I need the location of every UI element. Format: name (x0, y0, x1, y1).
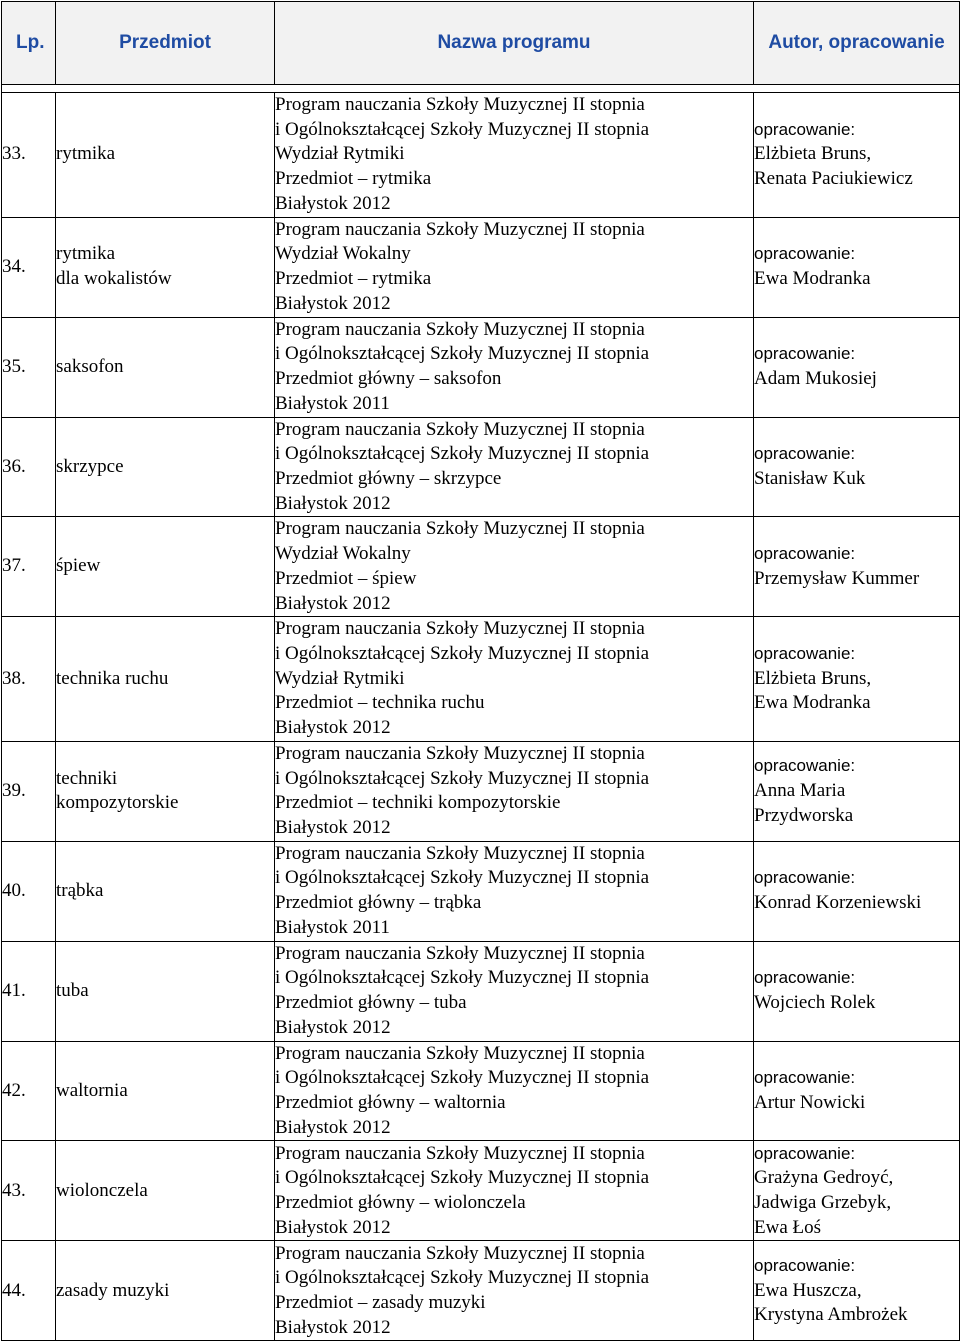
author-cell (754, 417, 960, 517)
row-number: 37. (2, 517, 56, 617)
row-number: 43. (2, 1141, 56, 1241)
program-line: Białystok 2012 (275, 1116, 391, 1138)
program-line: i Ogólnokształcącej Szkoły Muzycznej II stopnia (275, 1267, 650, 1289)
header-subject: Przedmiot (56, 2, 275, 85)
author-cell (754, 1241, 960, 1341)
program-line: i Ogólnokształcącej Szkoły Muzycznej II stopnia (275, 1067, 650, 1089)
row-number: 33. (2, 93, 56, 218)
program-cell (275, 1041, 754, 1141)
author-cell (754, 741, 960, 841)
program-line: Wydział Wokalny (275, 243, 411, 265)
program-line: Przedmiot – śpiew (275, 567, 417, 589)
author-label: opracowanie: (754, 344, 856, 364)
author-name: Przemysław Kummer (754, 567, 920, 589)
program-line: Białystok 2012 (275, 1016, 391, 1038)
subject-line: kompozytorskie (56, 792, 179, 814)
author-cell (754, 941, 960, 1041)
subject-line: wiolonczela (56, 1179, 148, 1201)
program-cell (275, 741, 754, 841)
program-line: Wydział Wokalny (275, 543, 411, 565)
program-line: Białystok 2011 (275, 916, 390, 938)
program-line: Przedmiot główny – wiolonczela (275, 1191, 526, 1213)
author-cell (754, 317, 960, 417)
subject-line: rytmika (56, 243, 116, 265)
author-name: Krystyna Ambrożek (754, 1304, 908, 1326)
program-line: Przedmiot – zasady muzyki (275, 1291, 486, 1313)
author-name: Ewa Łoś (754, 1216, 822, 1238)
subject-cell (56, 517, 275, 617)
row-number: 40. (2, 841, 56, 941)
program-line: Białystok 2012 (275, 1216, 391, 1238)
author-name: Ewa Huszcza, (754, 1279, 862, 1301)
author-label: opracowanie: (754, 756, 856, 776)
program-cell (275, 1241, 754, 1341)
subject-line: techniki (56, 767, 118, 789)
author-label: opracowanie: (754, 119, 856, 139)
program-line: i Ogólnokształcącej Szkoły Muzycznej II stopnia (275, 1167, 650, 1189)
author-label: opracowanie: (754, 644, 856, 664)
header-spacer (2, 85, 960, 93)
author-label: opracowanie: (754, 1068, 856, 1088)
program-line: Program nauczania Szkoły Muzycznej II stopnia (275, 418, 645, 440)
program-cell (275, 217, 754, 317)
author-label: opracowanie: (754, 968, 856, 988)
program-line: Program nauczania Szkoły Muzycznej II stopnia (275, 618, 645, 640)
subject-cell (56, 1241, 275, 1341)
table-body (2, 93, 960, 1341)
program-line: Program nauczania Szkoły Muzycznej II stopnia (275, 518, 645, 540)
author-cell (754, 617, 960, 742)
program-line: Program nauczania Szkoły Muzycznej II stopnia (275, 942, 645, 964)
program-cell (275, 841, 754, 941)
author-cell (754, 1141, 960, 1241)
header-author: Autor, opracowanie (754, 2, 960, 85)
subject-cell (56, 1141, 275, 1241)
program-line: i Ogólnokształcącej Szkoły Muzycznej II stopnia (275, 118, 650, 140)
program-line: Przedmiot główny – trąbka (275, 892, 482, 914)
program-line: i Ogólnokształcącej Szkoły Muzycznej II stopnia (275, 967, 650, 989)
subject-cell (56, 1041, 275, 1141)
author-cell (754, 217, 960, 317)
table-row (2, 1041, 960, 1141)
table-row (2, 517, 960, 617)
program-line: Program nauczania Szkoły Muzycznej II stopnia (275, 1142, 645, 1164)
subject-line: tuba (56, 979, 89, 1001)
author-label: opracowanie: (754, 1143, 856, 1163)
author-cell (754, 517, 960, 617)
program-line: Białystok 2011 (275, 392, 390, 414)
author-name: Renata Paciukiewicz (754, 168, 913, 190)
subject-line: saksofon (56, 355, 124, 377)
program-line: Program nauczania Szkoły Muzycznej II stopnia (275, 742, 645, 764)
row-number: 36. (2, 417, 56, 517)
program-line: Przedmiot – rytmika (275, 168, 432, 190)
subject-line: śpiew (56, 555, 101, 577)
table-header-row (2, 2, 960, 85)
author-cell (754, 93, 960, 218)
table-row (2, 841, 960, 941)
subject-cell (56, 617, 275, 742)
author-name: Artur Nowicki (754, 1092, 866, 1114)
program-line: Białystok 2012 (275, 1316, 391, 1338)
program-line: i Ogólnokształcącej Szkoły Muzycznej II stopnia (275, 443, 650, 465)
subject-cell (56, 93, 275, 218)
program-line: i Ogólnokształcącej Szkoły Muzycznej II stopnia (275, 343, 650, 365)
header-program: Nazwa programu (275, 2, 754, 85)
author-name: Konrad Korzeniewski (754, 892, 922, 914)
subject-cell (56, 417, 275, 517)
subject-line: trąbka (56, 879, 104, 901)
author-name: Jadwiga Grzebyk, (754, 1191, 892, 1213)
program-line: i Ogólnokształcącej Szkoły Muzycznej II stopnia (275, 767, 650, 789)
subject-line: skrzypce (56, 455, 124, 477)
row-number: 41. (2, 941, 56, 1041)
program-line: Przedmiot główny – saksofon (275, 368, 502, 390)
row-number: 44. (2, 1241, 56, 1341)
table-row (2, 741, 960, 841)
row-number: 34. (2, 217, 56, 317)
program-line: Białystok 2012 (275, 192, 391, 214)
program-line: Program nauczania Szkoły Muzycznej II stopnia (275, 218, 645, 240)
subject-cell (56, 941, 275, 1041)
program-line: Przedmiot – technika ruchu (275, 692, 485, 714)
author-cell (754, 1041, 960, 1141)
subject-cell (56, 317, 275, 417)
author-name: Adam Mukosiej (754, 368, 877, 390)
author-label: opracowanie: (754, 244, 856, 264)
program-line: Wydział Rytmiki (275, 143, 405, 165)
subject-cell (56, 841, 275, 941)
table-row (2, 1141, 960, 1241)
programs-table (1, 1, 960, 1341)
program-line: Przedmiot – rytmika (275, 268, 432, 290)
table-row (2, 1241, 960, 1341)
program-cell (275, 617, 754, 742)
program-line: Białystok 2012 (275, 816, 391, 838)
program-line: Przedmiot główny – tuba (275, 992, 467, 1014)
author-label: opracowanie: (754, 544, 856, 564)
program-cell (275, 317, 754, 417)
program-line: Białystok 2012 (275, 592, 391, 614)
row-number: 38. (2, 617, 56, 742)
program-line: Białystok 2012 (275, 492, 391, 514)
table-row (2, 217, 960, 317)
author-name: Anna Maria (754, 779, 846, 801)
author-name: Ewa Modranka (754, 268, 871, 290)
program-line: Program nauczania Szkoły Muzycznej II stopnia (275, 842, 645, 864)
program-line: Program nauczania Szkoły Muzycznej II stopnia (275, 318, 645, 340)
subject-cell (56, 741, 275, 841)
author-name: Grażyna Gedroyć, (754, 1167, 894, 1189)
program-cell (275, 517, 754, 617)
program-cell (275, 417, 754, 517)
author-label: opracowanie: (754, 868, 856, 888)
subject-line: zasady muzyki (56, 1279, 170, 1301)
author-cell (754, 841, 960, 941)
program-line: Przedmiot główny – skrzypce (275, 467, 502, 489)
table-row (2, 941, 960, 1041)
subject-line: dla wokalistów (56, 268, 172, 290)
table-row (2, 317, 960, 417)
program-line: Przedmiot – techniki kompozytorskie (275, 792, 561, 814)
row-number: 35. (2, 317, 56, 417)
subject-line: technika ruchu (56, 667, 169, 689)
subject-line: rytmika (56, 143, 116, 165)
program-line: Przedmiot główny – waltornia (275, 1092, 506, 1114)
author-label: opracowanie: (754, 444, 856, 464)
program-line: i Ogólnokształcącej Szkoły Muzycznej II stopnia (275, 643, 650, 665)
author-name: Elżbieta Bruns, (754, 667, 872, 689)
header-lp: Lp. (2, 2, 56, 85)
row-number: 39. (2, 741, 56, 841)
author-label: opracowanie: (754, 1255, 856, 1275)
table-row (2, 417, 960, 517)
program-line: Białystok 2012 (275, 717, 391, 739)
author-name: Elżbieta Bruns, (754, 143, 872, 165)
program-line: Wydział Rytmiki (275, 667, 405, 689)
program-line: Program nauczania Szkoły Muzycznej II stopnia (275, 1242, 645, 1264)
author-name: Wojciech Rolek (754, 992, 876, 1014)
program-line: Program nauczania Szkoły Muzycznej II stopnia (275, 1042, 645, 1064)
program-cell (275, 93, 754, 218)
program-cell (275, 941, 754, 1041)
program-line: Białystok 2012 (275, 292, 391, 314)
program-line: i Ogólnokształcącej Szkoły Muzycznej II stopnia (275, 867, 650, 889)
table-row (2, 617, 960, 742)
author-name: Przydworska (754, 804, 854, 826)
author-name: Stanisław Kuk (754, 467, 866, 489)
table-row (2, 93, 960, 218)
subject-cell (56, 217, 275, 317)
author-name: Ewa Modranka (754, 692, 871, 714)
program-cell (275, 1141, 754, 1241)
program-line: Program nauczania Szkoły Muzycznej II stopnia (275, 94, 645, 115)
row-number: 42. (2, 1041, 56, 1141)
subject-line: waltornia (56, 1079, 128, 1101)
